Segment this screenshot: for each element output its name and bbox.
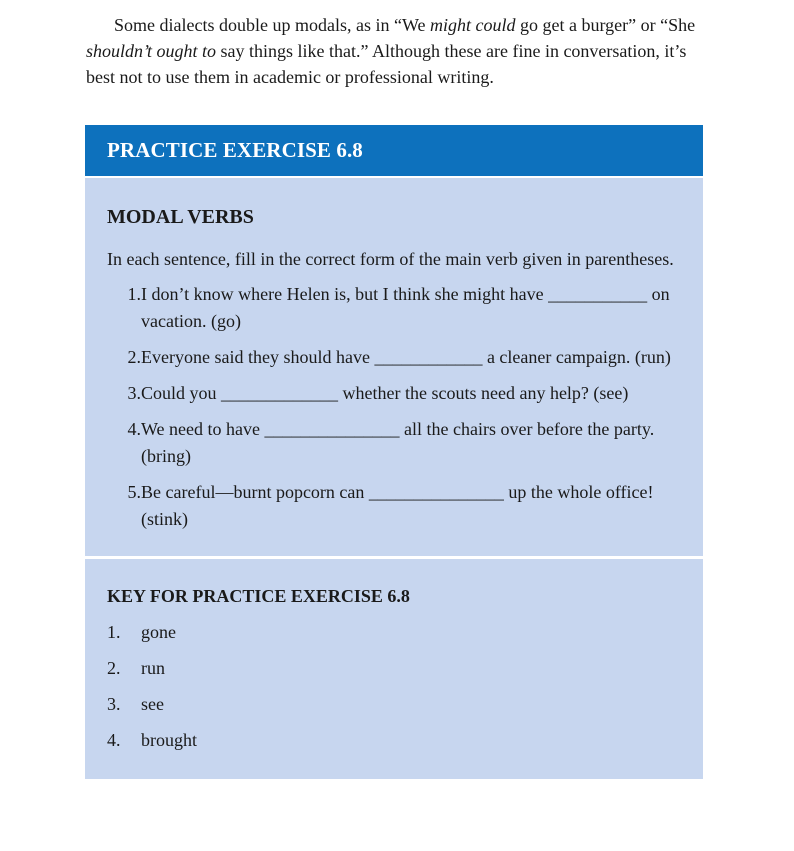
key-answer: see bbox=[141, 694, 164, 714]
exercise-item bbox=[107, 479, 681, 533]
item-number: 4. bbox=[127, 419, 141, 439]
item-number: 3. bbox=[127, 383, 141, 403]
item-number: 1. bbox=[127, 284, 141, 304]
key-number: 1. bbox=[107, 622, 121, 642]
answer-key-item bbox=[107, 655, 681, 681]
intro-text-2: go get a burger” or “She bbox=[515, 15, 696, 35]
exercise-title: MODAL VERBS bbox=[107, 206, 254, 228]
answer-key-item bbox=[107, 691, 681, 717]
exercise-body bbox=[85, 178, 703, 559]
key-number: 3. bbox=[107, 694, 121, 714]
exercise-instructions: In each sentence, fill in the correct form of the main verb given in parentheses. bbox=[107, 249, 674, 269]
answer-key-title: KEY FOR PRACTICE EXERCISE 6.8 bbox=[107, 586, 410, 606]
exercise-item bbox=[107, 344, 681, 371]
answer-key-item bbox=[107, 619, 681, 645]
item-text: Be careful—burnt popcorn can _______________ up the whole office! (stink) bbox=[141, 482, 654, 529]
intro-example-1: might could bbox=[429, 15, 516, 35]
item-text: Could you _____________ whether the scouts need any help? (see) bbox=[141, 383, 629, 403]
answer-key-item bbox=[107, 727, 681, 753]
item-text: Everyone said they should have ____________ a cleaner campaign. (run) bbox=[141, 347, 671, 367]
intro-text-1: Some dialects double up modals, as in “We bbox=[114, 15, 430, 35]
key-answer: run bbox=[141, 658, 165, 678]
exercise-header: PRACTICE EXERCISE 6.8 bbox=[107, 138, 363, 162]
key-number: 4. bbox=[107, 730, 121, 750]
intro-text-3: say things like that.” Although these are fine in conversation, it’s best not to use them in academic or professional writing. bbox=[86, 41, 687, 87]
exercise-list bbox=[107, 281, 681, 533]
item-number: 5. bbox=[127, 482, 141, 502]
exercise-item bbox=[107, 416, 681, 470]
exercise-item bbox=[107, 281, 681, 335]
exercise-header-bar bbox=[85, 125, 703, 178]
exercise-item bbox=[107, 380, 681, 407]
key-answer: brought bbox=[141, 730, 197, 750]
item-number: 2. bbox=[127, 347, 141, 367]
answer-key-section bbox=[85, 559, 703, 779]
answer-key-list bbox=[107, 619, 681, 753]
practice-exercise-box bbox=[85, 125, 703, 779]
key-answer: gone bbox=[141, 622, 176, 642]
item-text: I don’t know where Helen is, but I think she might have ___________ on vacation. (go) bbox=[141, 284, 670, 331]
intro-example-2: shouldn’t ought to bbox=[86, 41, 217, 61]
key-number: 2. bbox=[107, 658, 121, 678]
intro-paragraph bbox=[86, 12, 706, 90]
item-text: We need to have _______________ all the chairs over before the party. (bring) bbox=[141, 419, 655, 466]
